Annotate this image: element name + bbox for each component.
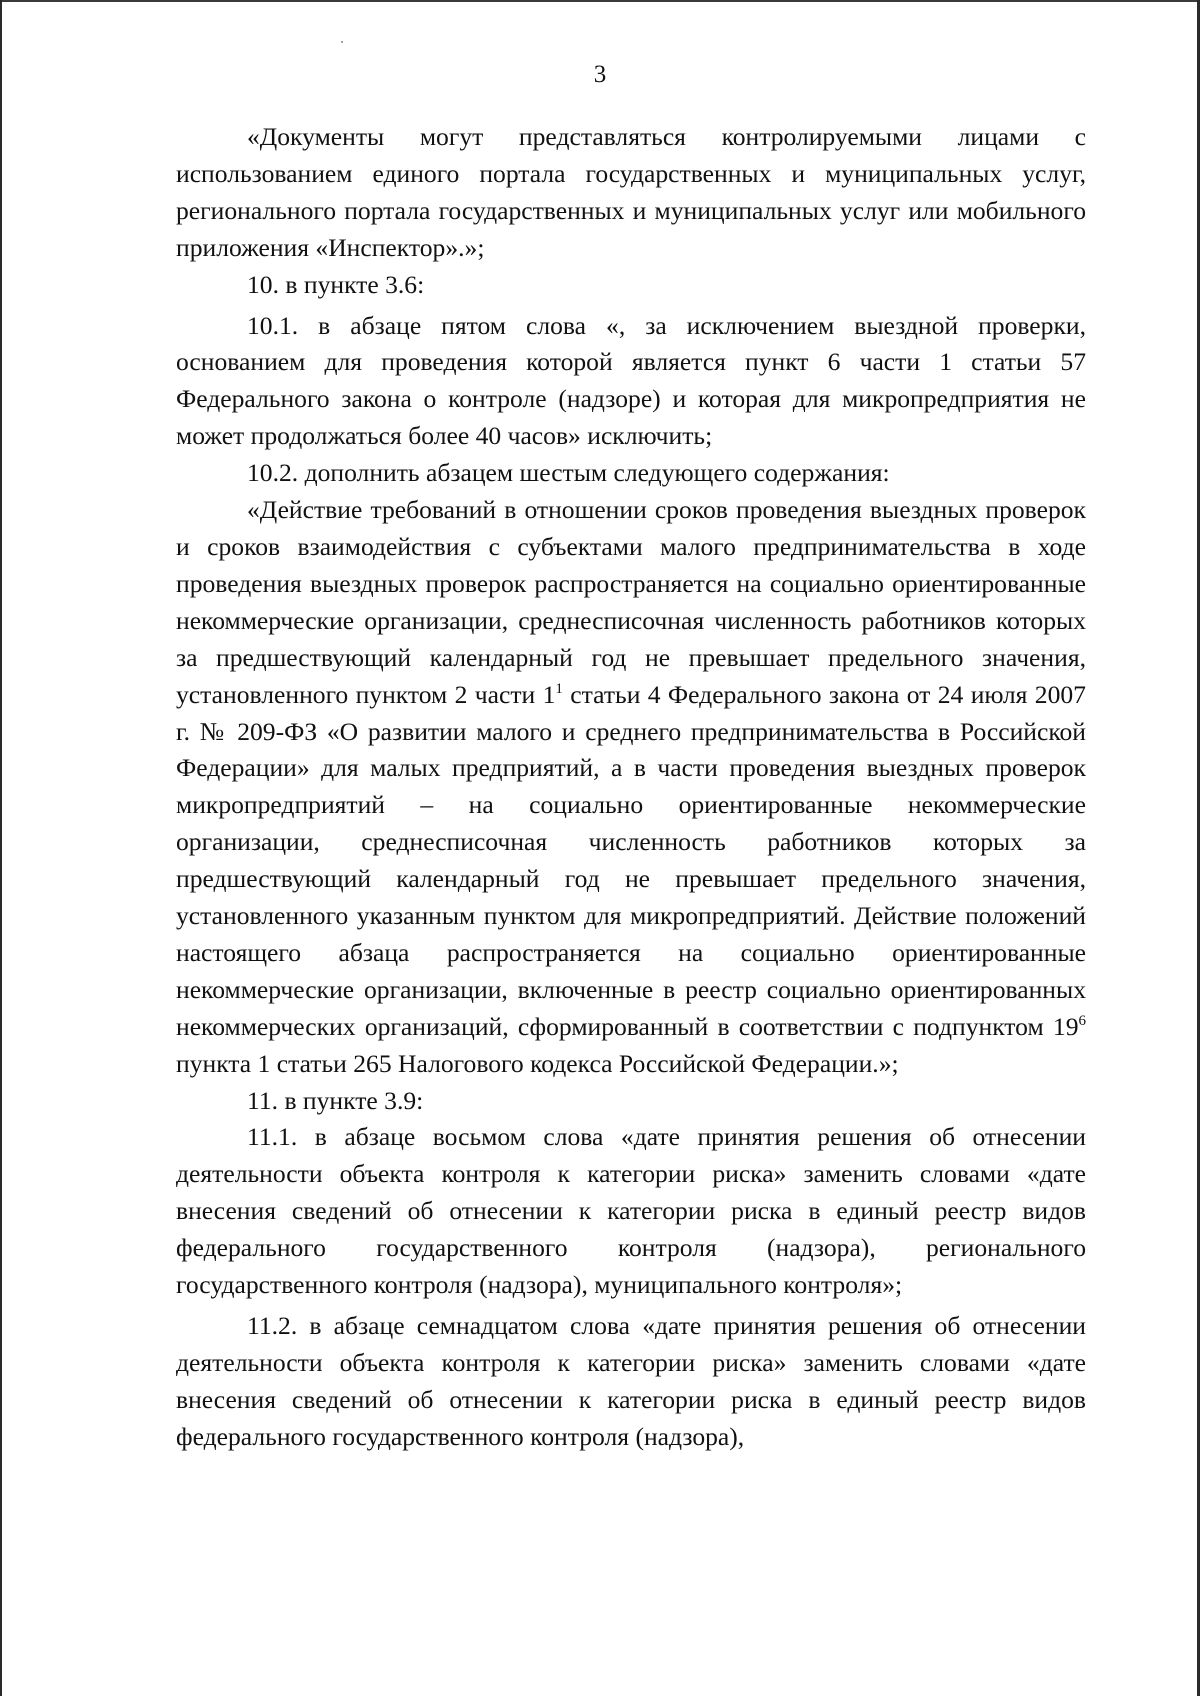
paragraph-inspection-terms	[176, 492, 1086, 1083]
paragraph-item-11-1: 11.1. в абзаце восьмом слова «дате принятия решения об отнесении деятельности объекта контроля к категории риска» заменить словами «дате внесения сведений об отнесении к категории риска в единый реестр видов федерального государственного контроля (надзора), регионального государственного контроля (надзора), муниципального контроля»;	[176, 1122, 1086, 1300]
inspection-terms-part-c: пункта 1 статьи 265 Налогового кодекса Российской Федерации.»;	[176, 1048, 899, 1078]
inspection-terms-part-b: статьи 4 Федерального закона от 24 июля 2007 г. № 209-ФЗ «О развитии малого и среднего предпринимательства в Российской Федерации» для малых предприятий, а в части проведения выездных проверок микропредприятий – на социально ориентированные некоммерческие организации, среднесписочная численность работников которых за предшествующий календарный год не превышает предельного значения, установленного указанным пунктом для микропредприятий. Действие положений настоящего абзаца распространяется на социально ориентированные некоммерческие организации, включенные в реестр социально ориентированных некоммерческих организаций, сформированный в соответствии с подпунктом 19	[176, 679, 1086, 1041]
inspection-terms-part-a: «Действие требований в отношении сроков проведения выездных проверок и сроков взаимодействия с субъектами малого предпринимательства в ходе проведения выездных проверок распространяется на социально ориентированные некоммерческие организации, среднесписочная численность работников которых за предшествующий календарный год не превышает предельного значения, установленного пунктом 2 части 1	[176, 495, 1086, 709]
paragraph-item-11: 11. в пункте 3.9:	[247, 1085, 424, 1115]
paragraph-item-10-2: 10.2. дополнить абзацем шестым следующего содержания:	[247, 458, 890, 488]
superscript-6: 6	[1078, 1012, 1086, 1029]
scan-speck	[341, 41, 343, 43]
paragraph-item-11-2: 11.2. в абзаце семнадцатом слова «дате принятия решения об отнесении деятельности объекта контроля к категории риска» заменить словами «дате внесения сведений об отнесении к категории риска в единый реестр видов федерального государственного контроля (надзора),	[176, 1311, 1086, 1451]
page-number: 3	[593, 61, 607, 88]
document-body	[176, 119, 1086, 1456]
superscript-1: 1	[555, 680, 563, 697]
paragraph-item-10: 10. в пункте 3.6:	[247, 269, 425, 299]
scan-top-edge	[0, 0, 1200, 2]
scan-left-edge	[0, 0, 2, 1696]
paragraph-item-10-1: 10.1. в абзаце пятом слова «, за исключением выездной проверки, основанием для проведения которой является пункт 6 части 1 статьи 57 Федерального закона о контроле (надзоре) и которая для микропредприятия не может продолжаться более 40 часов» исключить;	[176, 310, 1086, 451]
paragraph-documents-portal: «Документы могут представляться контролируемыми лицами с использованием единого портала государственных и муниципальных услуг, регионального портала государственных и муниципальных услуг или мобильного приложения «Инспектор».»;	[176, 122, 1086, 262]
